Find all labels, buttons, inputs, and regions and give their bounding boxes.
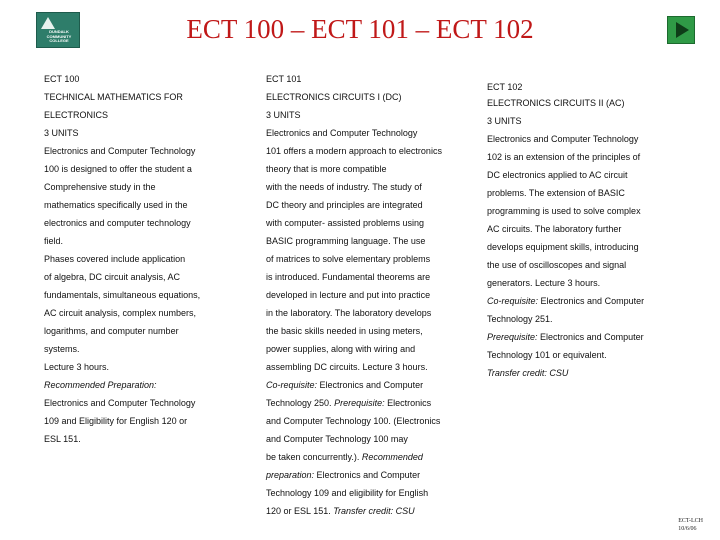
description-line: 102 is an extension of the principles of: [487, 152, 641, 162]
coreq-text: Electronics and Computer: [538, 296, 645, 306]
prereq-line: and Computer Technology 100. (Electronics: [266, 416, 441, 426]
description-line: 100 is designed to offer the student a: [44, 164, 192, 174]
description-line: with computer- assisted problems using: [266, 218, 425, 228]
recommended-line: Electronics and Computer Technology: [44, 398, 196, 408]
prereq-course: Technology 250.: [266, 398, 335, 408]
course-units: 3 UNITS: [266, 110, 301, 120]
description-line: 101 offers a modern approach to electronics: [266, 146, 442, 156]
course-title: TECHNICAL MATHEMATICS FOR: [44, 92, 183, 102]
description-line: in the laboratory. The laboratory develops: [266, 308, 432, 318]
description-line: Phases covered include application: [44, 254, 186, 264]
coreq-line: [266, 379, 442, 397]
description-line: the basic skills needed in using meters,: [266, 326, 423, 336]
course-code: ECT 102: [487, 82, 523, 92]
description-line: systems.: [44, 344, 80, 354]
coreq-label: Co-requisite:: [487, 296, 539, 306]
course-ect102: [487, 81, 644, 385]
description-line: programming is used to solve complex: [487, 206, 641, 216]
description-line: power supplies, along with wiring and: [266, 344, 416, 354]
course-code: ECT 100: [44, 74, 80, 84]
footer-stamp: [678, 517, 703, 533]
coreq-line: Technology 251.: [487, 314, 553, 324]
description-line: the use of oscilloscopes and signal: [487, 260, 627, 270]
description-line: developed in lecture and put into practice: [266, 290, 431, 300]
recommended-line: Technology 109 and eligibility for English: [266, 488, 429, 498]
description-line: of algebra, DC circuit analysis, AC: [44, 272, 181, 282]
description-line: Electronics and Computer Technology: [44, 146, 196, 156]
recommended-line: 109 and Eligibility for English 120 or: [44, 416, 188, 426]
course-title-cont: ELECTRONICS: [44, 110, 109, 120]
recommended-label: Recommended: [361, 452, 423, 462]
lecture-hours: generators. Lecture 3 hours.: [487, 278, 601, 288]
prereq-line: [266, 397, 442, 415]
course-ect100: [44, 73, 200, 451]
description-line: BASIC programming language. The use: [266, 236, 426, 246]
prereq-label: Prerequisite:: [487, 332, 538, 342]
prereq-line: [487, 331, 644, 349]
course-title: ELECTRONICS CIRCUITS II (AC): [487, 98, 625, 108]
course-code: ECT 101: [266, 74, 302, 84]
description-line: Electronics and Computer Technology: [487, 134, 639, 144]
description-line: logarithms, and computer number: [44, 326, 179, 336]
description-line: theory that is more compatible: [266, 164, 387, 174]
description-line: mathematics specifically used in the: [44, 200, 188, 210]
description-line: AC circuit analysis, complex numbers,: [44, 308, 197, 318]
description-line: Electronics and Computer Technology: [266, 128, 418, 138]
footer-date: 10/6/06: [678, 526, 697, 532]
next-slide-button[interactable]: [667, 16, 695, 44]
prereq-text: Electronics and Computer: [540, 332, 644, 342]
play-next-icon: [668, 17, 694, 43]
recommended-text: Electronics and Computer: [314, 470, 421, 480]
recommended-line: [266, 505, 442, 523]
description-line: DC electronics applied to AC circuit: [487, 170, 628, 180]
footer-author: ECT-LCH: [678, 518, 703, 524]
prereq-line: Technology 101 or equivalent.: [487, 350, 607, 360]
prereq-line: and Computer Technology 100 may: [266, 434, 408, 444]
prereq-text: Electronics: [384, 398, 432, 408]
course-units: 3 UNITS: [487, 116, 522, 126]
description-line: problems. The extension of BASIC: [487, 188, 625, 198]
description-line: of matrices to solve elementary problems: [266, 254, 431, 264]
description-line: is introduced. Fundamental theorems are: [266, 272, 431, 282]
lecture-hours: assembling DC circuits. Lecture 3 hours.: [266, 362, 428, 372]
description-line: field.: [44, 236, 64, 246]
college-logo-text: DUNDALK COMMUNITY COLLEGE: [46, 29, 72, 43]
prereq-label: Prerequisite:: [334, 398, 385, 408]
transfer-credit: Transfer credit: CSU: [487, 368, 569, 378]
transfer-credit: Transfer credit: CSU: [333, 506, 415, 516]
course-title: ELECTRONICS CIRCUITS I (DC): [266, 92, 402, 102]
description-line: AC circuits. The laboratory further: [487, 224, 622, 234]
coreq-text: Electronics and Computer: [317, 380, 424, 390]
recommended-line: [266, 451, 442, 469]
coreq-label: Co-requisite:: [266, 380, 318, 390]
lecture-hours: Lecture 3 hours.: [44, 362, 110, 372]
recommended-line: ESL 151.: [44, 434, 81, 444]
concurrency-note: be taken concurrently.).: [266, 452, 362, 462]
course-ect101: [266, 73, 442, 523]
recommended-text: 120 or ESL 151.: [266, 506, 334, 516]
description-line: with the needs of industry. The study of: [266, 182, 422, 192]
description-line: fundamentals, simultaneous equations,: [44, 290, 201, 300]
course-units: 3 UNITS: [44, 128, 79, 138]
description-line: DC theory and principles are integrated: [266, 200, 423, 210]
coreq-line: [487, 295, 644, 313]
description-line: develops equipment skills, introducing: [487, 242, 639, 252]
recommended-line: [266, 469, 442, 487]
description-line: Comprehensive study in the: [44, 182, 156, 192]
description-line: electronics and computer technology: [44, 218, 191, 228]
recommended-label-cont: preparation:: [266, 470, 315, 480]
page-title: ECT 100 – ECT 101 – ECT 102: [186, 14, 534, 44]
recommended-label: Recommended Preparation:: [44, 380, 157, 390]
